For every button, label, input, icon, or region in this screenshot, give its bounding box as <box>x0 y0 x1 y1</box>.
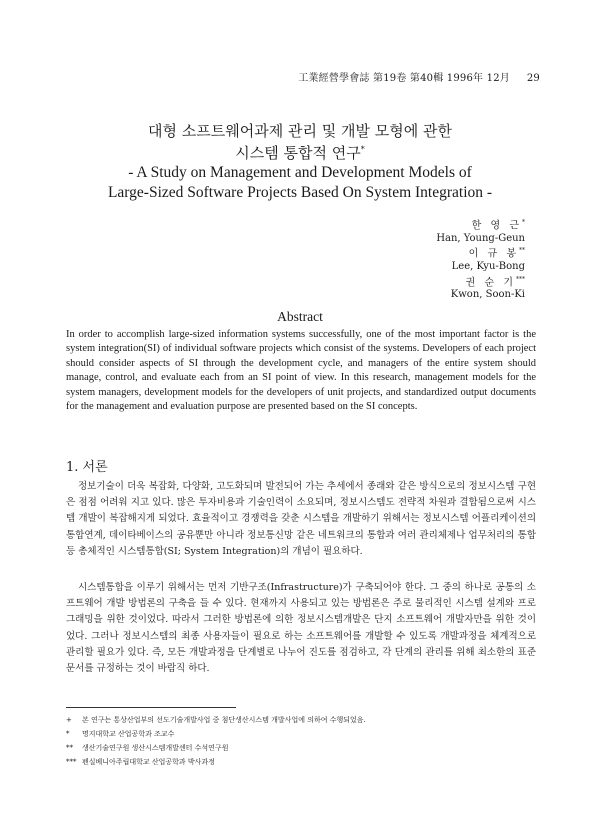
body-paragraph-2: 시스템통합을 이루기 위해서는 먼저 기반구조(Infrastructure)가 구축되어야 한다. 그 중의 하나로 공통의 소프트웨어 개발 방법론의 구축을 들 수 있다. 현재까지 사용되고 있는 방법론은 주로 물리적인 시스템 설계와 프로그래밍을 위한 것이었다. 따라서 그러한 방법론에 의한 정보시스템개발은 단지 소프트웨어 개발자만을 위한 것이었다. 그러나 정보시스템의 최종 사용자들이 필요로 하는 소프트웨어를 개발할 수 있도록 개발과정을 체계적으로 관리할 필요가 있다. 즉, 모든 개발과정을 단계별로 나누어 진도를 점검하고, 각 단계의 관리를 위해 최소한의 표준문서를 규정하는 것이 바람직 하다. <box>66 582 536 675</box>
author-1-mark: * <box>522 219 525 226</box>
footnote-4-mark: *** <box>66 758 77 766</box>
footnote-3 <box>66 744 228 753</box>
author-3-korean <box>436 274 525 290</box>
author-2-english: Lee, Kyu-Bong <box>451 261 525 273</box>
footnote-2 <box>66 730 174 739</box>
footnote-4-text: 펜실베니아주립대학교 산업공학과 박사과정 <box>82 758 215 766</box>
author-2-korean <box>436 245 525 261</box>
english-title-line1: - A Study on Management and Development Models of <box>128 164 472 181</box>
korean-title-footnote-mark: * <box>360 145 365 154</box>
footnote-1-text: 본 연구는 통상산업부의 선도기술개발사업 중 첨단생산시스템 개발사업에 의하여 수행되었음. <box>82 716 366 724</box>
author-1-ko-name: 한 영 근 <box>471 220 522 232</box>
footnote-3-text: 생산기술연구원 생산시스템개발센터 수석연구원 <box>82 744 229 752</box>
author-2-ko-name: 이 규 봉 <box>468 248 519 260</box>
author-2-mark: ** <box>519 247 525 255</box>
body-paragraph-1: 정보기술이 더욱 복잡화, 다양화, 고도화되며 발전되어 가는 추세에서 종래와 같은 방식으로의 정보시스템 구현은 점점 어려워 지고 있다. 많은 투자비용과 기술인력이 소요되며, 정보시스템도 전략적 차원과 결합됨으로써 시스템 개발이 복잡해지게 되었다. 효율적이고 경쟁력을 갖춘 시스템을 개발하기 위해서는 정보시스템 어플리케이션의 통합연계, 데이타베이스의 공유뿐만 아니라 정보통신망 같은 네트워크의 통합과 여러 관리체제나 업무처리의 통합 등 총체적인 시스템통합(SI; System Integration)의 개념이 필요하다. <box>66 481 536 557</box>
footnote-divider <box>66 707 236 708</box>
section-heading: 1. 서론 <box>66 460 108 475</box>
journal-citation: 工業經營學會誌 第19卷 第40輯 1996年 12月 <box>298 73 510 84</box>
author-3-mark: *** <box>516 275 525 283</box>
author-1-korean <box>436 217 525 233</box>
footnote-1 <box>66 716 366 725</box>
abstract-text: In order to accomplish large-sized information systems successfully, one of the most important factor is the system integration(SI) of individual software projects which consist of the systems. Developers of each project should consider aspects of SI through the development cycle, and managers of the entire system should manage, control, and evaluate each from an SI point of view. In this research, management models for the system managers, development models for the developers of unit projects, and standardized output documents for the management and evaluation purpose are presented based on the SI concepts. <box>66 329 536 413</box>
korean-title-text: 시스템 통합적 연구 <box>235 144 361 162</box>
author-3-english: Kwon, Soon-Ki <box>450 289 525 301</box>
page-number: 29 <box>526 73 540 84</box>
footnote-4 <box>66 758 215 767</box>
english-title-line2: Large-Sized Software Projects Based On System Integration - <box>107 184 493 201</box>
footnote-3-mark: ** <box>66 744 73 752</box>
footnote-2-text: 명지대학교 산업공학과 조교수 <box>82 730 175 738</box>
author-list <box>436 217 525 302</box>
footnote-1-mark: + <box>66 716 72 724</box>
abstract-heading: Abstract <box>277 309 323 324</box>
korean-title-line2 <box>0 142 600 163</box>
author-1-english: Han, Young-Geun <box>436 232 525 244</box>
korean-title-line1: 대형 소프트웨어과제 관리 및 개발 모형에 관한 <box>148 122 452 140</box>
footnote-2-mark: * <box>66 730 70 738</box>
running-header <box>298 69 540 84</box>
author-3-ko-name: 권 순 기 <box>465 276 516 288</box>
